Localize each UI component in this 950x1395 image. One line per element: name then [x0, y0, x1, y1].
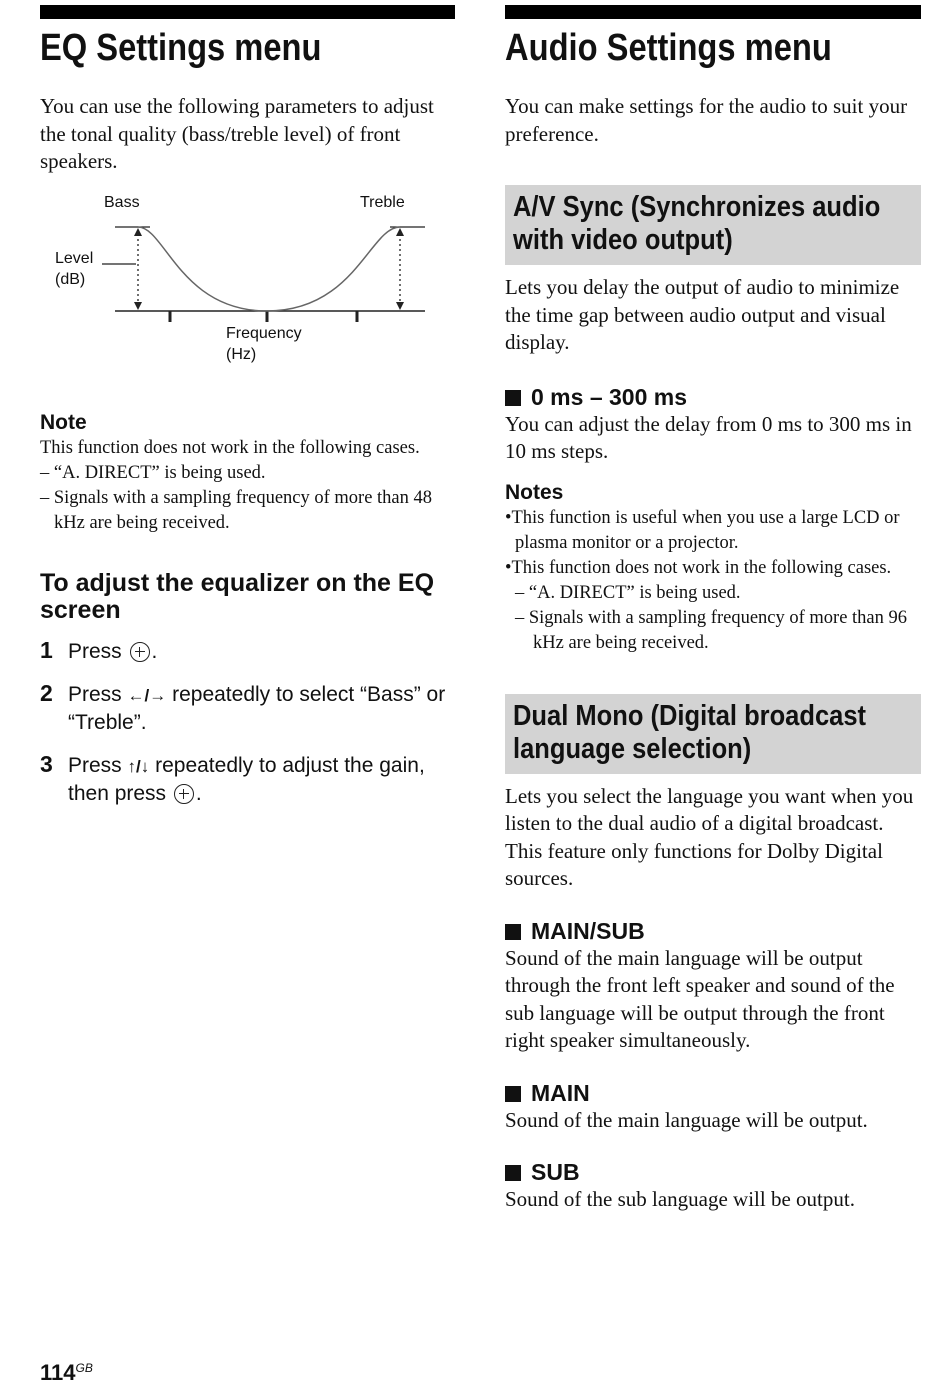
step-text: .	[195, 781, 202, 805]
page-number: 114	[40, 1360, 76, 1385]
avsync-notes	[505, 480, 921, 656]
avsync-heading: A/V Sync (Synchronizes audio	[513, 191, 881, 223]
eq-settings-column	[40, 0, 455, 807]
option-label: MAIN	[531, 1079, 590, 1106]
option-label: SUB	[531, 1159, 580, 1185]
dualmono-option-description: Sound of the main language will be output.	[505, 1107, 868, 1132]
steps-list	[40, 638, 455, 807]
option-label: 0 ms – 300 ms	[531, 383, 688, 410]
square-bullet-icon	[505, 1086, 521, 1102]
region-code: GB	[75, 1361, 93, 1375]
adjust-equalizer-heading: To adjust the equalizer on the EQ screen	[40, 568, 435, 624]
note-bullet: •This function is useful when you use a large LCD or plasma monitor or a projector.	[505, 507, 900, 553]
step-number: 2	[40, 679, 53, 706]
page-title-eq: EQ Settings menu	[40, 27, 322, 69]
dualmono-option-description: Sound of the main language will be output through the front left speaker and sound of the sub language will be output through the front right speaker simultaneously.	[505, 945, 895, 1052]
note-item: – Signals with a sampling frequency of more than 48 kHz are being received.	[40, 487, 433, 533]
step-text: repeatedly to adjust the gain, then press	[68, 753, 425, 805]
eq-intro: You can use the following parameters to adjust the tonal quality (bass/treble level) of front speakers.	[40, 94, 434, 173]
step-text: .	[151, 639, 158, 663]
page-footer	[40, 1360, 93, 1386]
step-item	[40, 752, 455, 807]
dualmono-heading: Dual Mono (Digital broadcast	[513, 699, 867, 732]
eq-curve-graphic	[40, 194, 455, 394]
bass-label: Bass	[104, 193, 140, 211]
section-rule	[505, 5, 921, 19]
notes-heading: Notes	[505, 480, 564, 504]
note-item: – “A. DIRECT” is being used.	[40, 462, 266, 483]
dualmono-option-title	[505, 917, 921, 945]
step-text: Press	[68, 682, 122, 706]
avsync-heading: with video output)	[513, 224, 733, 256]
step-item	[40, 638, 455, 665]
audio-intro: You can make settings for the audio to suit your preference.	[505, 94, 908, 146]
step-item	[40, 681, 455, 736]
step-number: 3	[40, 750, 53, 777]
avsync-option-description: You can adjust the delay from 0 ms to 300 ms in 10 ms steps.	[505, 411, 912, 463]
dualmono-heading-box	[505, 694, 921, 774]
square-bullet-icon	[505, 1165, 521, 1181]
treble-label: Treble	[360, 193, 405, 211]
eq-diagram	[40, 194, 455, 394]
dualmono-heading: language selection)	[513, 732, 752, 765]
section-rule	[40, 5, 455, 19]
avsync-heading-box	[505, 185, 921, 265]
dualmono-description: Lets you select the language you want when you listen to the dual audio of a digital broadcast. This feature only functions for Dolby Digital sources.	[505, 783, 914, 890]
level-label: Level	[55, 249, 94, 267]
step-number: 1	[40, 636, 53, 663]
square-bullet-icon	[505, 924, 521, 940]
left-right-arrows-icon: ←/→	[127, 685, 167, 705]
up-down-arrows-icon: ↑/↓	[127, 756, 150, 776]
step-text: Press	[68, 753, 122, 777]
note-subitem: – Signals with a sampling frequency of more than 96 kHz are being received.	[515, 607, 908, 653]
note-subitem: – “A. DIRECT” is being used.	[515, 582, 741, 603]
audio-settings-column	[505, 0, 921, 1214]
eq-note	[40, 410, 455, 536]
dualmono-option-description: Sound of the sub language will be output.	[505, 1187, 855, 1211]
avsync-description: Lets you delay the output of audio to minimize the time gap between audio output and visual display.	[505, 275, 900, 354]
avsync-option-title	[505, 383, 921, 411]
enter-button-icon	[130, 642, 150, 662]
note-heading: Note	[40, 410, 87, 434]
dualmono-option-title	[505, 1079, 921, 1107]
step-text: repeatedly to select “Bass” or “Treble”.	[68, 682, 446, 734]
note-bullet: •This function does not work in the following cases.	[505, 557, 892, 578]
note-line: This function does not work in the following cases.	[40, 437, 420, 458]
step-text: Press	[68, 639, 122, 663]
frequency-label: Frequency	[226, 324, 302, 342]
frequency-unit-label: (Hz)	[226, 345, 257, 363]
page-title-audio: Audio Settings menu	[505, 27, 832, 69]
square-bullet-icon	[505, 390, 521, 406]
dualmono-option-title	[505, 1158, 921, 1186]
option-label: MAIN/SUB	[531, 917, 645, 944]
enter-button-icon	[174, 784, 194, 804]
level-unit-label: (dB)	[55, 270, 86, 288]
